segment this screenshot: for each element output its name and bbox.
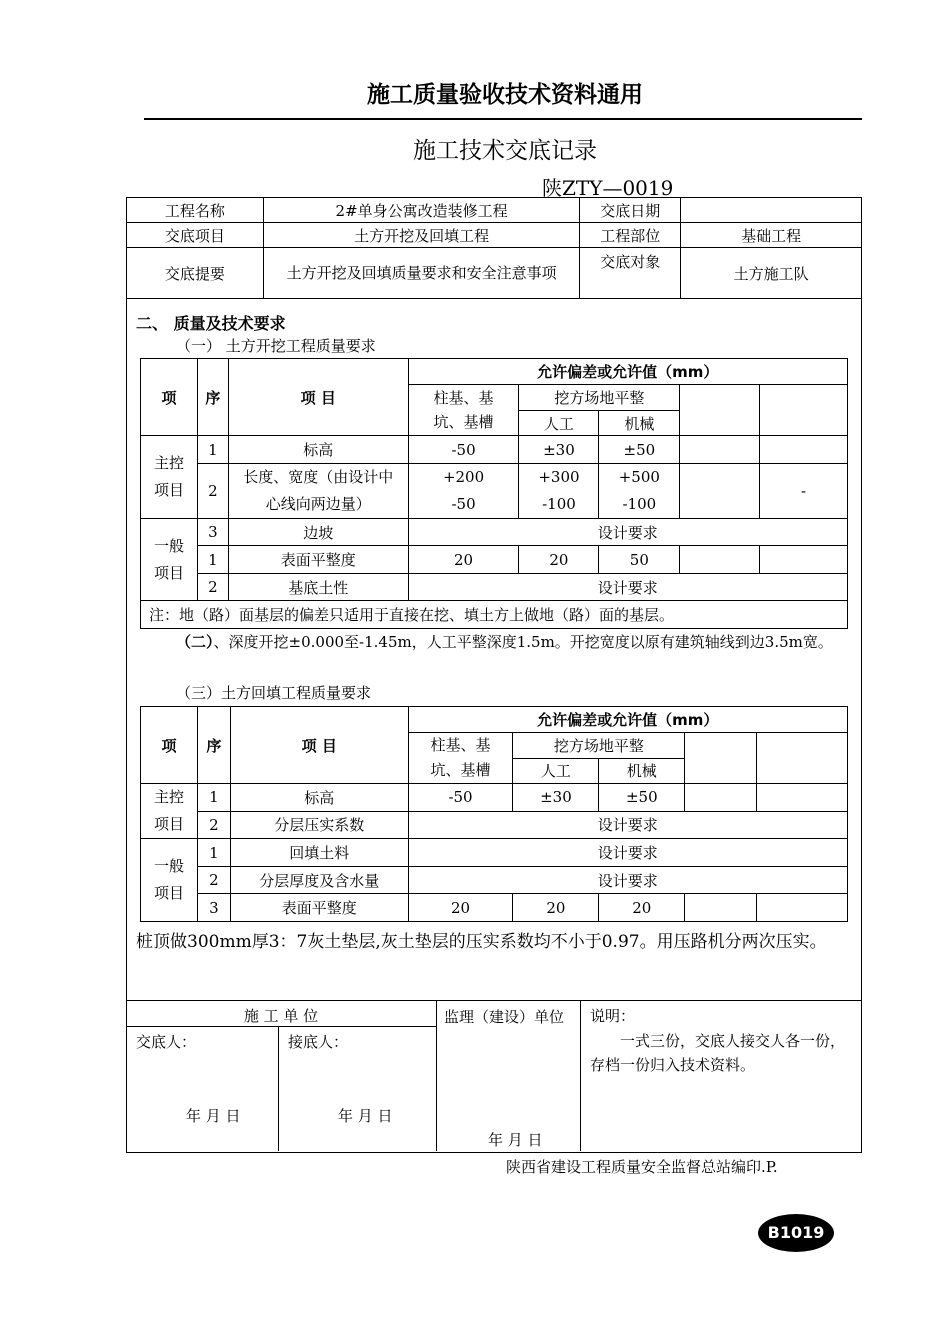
row-name: 表面平整度 [228, 546, 408, 574]
row-machine: +500 -100 [599, 464, 680, 519]
group-main: 主控项目 [141, 436, 198, 519]
page-badge: B1019 [758, 1214, 834, 1252]
handover-date: 年 月 日 [186, 1107, 241, 1125]
section-2-title: 二、 质量及技术要求 [136, 314, 286, 333]
row-seq: 3 [197, 894, 230, 922]
header-blank [680, 385, 760, 436]
signoff-unit-rule [126, 1026, 436, 1027]
row-span: 设计要求 [408, 811, 847, 839]
row-blank [757, 894, 848, 922]
row-name: 长度、宽度（由设计中心线向两边量） [228, 464, 408, 519]
project-name-label: 工程名称 [127, 198, 264, 223]
excavation-note: 注：地（路）面基层的偏差只适用于直接在挖、填土方上做地（路）面的基层。 [141, 601, 848, 629]
row-span: 设计要求 [408, 574, 847, 601]
excavation-table [140, 358, 848, 629]
row-span: 设计要求 [408, 839, 847, 867]
row-machine: ±50 [599, 436, 680, 464]
document-title: 施工技术交底记录 [413, 138, 597, 164]
summary-value: 土方开挖及回填质量要求和安全注意事项 [263, 248, 580, 299]
row-blank [685, 784, 757, 812]
part-label: 工程部位 [580, 223, 681, 248]
info-table [126, 197, 862, 299]
row-name: 分层厚度及含水量 [230, 867, 408, 894]
supervisor-label: 监理（建设）单位 [444, 1008, 565, 1026]
row-seq: 2 [197, 867, 230, 894]
row-pit: -50 [408, 436, 519, 464]
header-machine: 机械 [599, 758, 685, 784]
header-pit: 柱基、基坑、基槽 [408, 733, 513, 784]
handover-person-label: 交底人： [136, 1033, 197, 1051]
header-tolerance: 允许偏差或允许值（mm） [408, 707, 847, 733]
item-value: 土方开挖及回填工程 [263, 223, 580, 248]
notes-label: 说明： [590, 1007, 636, 1025]
row-seq: 1 [197, 839, 230, 867]
target-label: 交底对象 [580, 248, 681, 299]
group-general: 一般项目 [141, 519, 198, 601]
pile-paragraph: 桩顶做300mm厚3：7灰土垫层,灰土垫层的压实系数均不小于0.97。用压路机分两次压实。 [136, 932, 827, 952]
row-machine: ±50 [599, 784, 685, 812]
header-site: 挖方场地平整 [519, 385, 680, 411]
excavation-subtitle: （一） 土方开挖工程质量要求 [176, 337, 376, 355]
row-span: 设计要求 [408, 519, 847, 546]
target-value: 土方施工队 [681, 248, 862, 299]
row-seq: 3 [197, 519, 228, 546]
row-seq: 2 [197, 811, 230, 839]
item-label: 交底项目 [127, 223, 264, 248]
row-extra: - [760, 464, 848, 519]
backfill-subtitle: （三）土方回填工程质量要求 [176, 684, 372, 702]
row-blank [757, 784, 848, 812]
row-pit: +200 -50 [408, 464, 519, 519]
row-name: 表面平整度 [230, 894, 408, 922]
header-pit: 柱基、基坑、基槽 [408, 385, 519, 436]
header-blank [757, 733, 848, 784]
header-rule [144, 118, 862, 120]
receiver-date: 年 月 日 [338, 1107, 393, 1125]
row-name: 回填土料 [230, 839, 408, 867]
signoff-top-rule [126, 1000, 862, 1001]
row-blank [760, 546, 848, 574]
row-machine: 50 [599, 546, 680, 574]
row-blank [680, 436, 760, 464]
row-manual: +300 -100 [519, 464, 599, 519]
row-seq: 1 [197, 436, 228, 464]
header-manual: 人工 [519, 411, 599, 436]
backfill-table [140, 706, 848, 922]
row-name: 分层压实系数 [230, 811, 408, 839]
header-tolerance: 允许偏差或允许值（mm） [408, 359, 847, 385]
row-manual: ±30 [519, 436, 599, 464]
row-pit: 20 [408, 546, 519, 574]
document-code: 陕ZTY—0019 [542, 176, 674, 200]
header-title: 施工质量验收技术资料通用 [367, 82, 643, 108]
row-name: 标高 [230, 784, 408, 812]
depth-text: 、深度开挖±0.000至-1.45m，人工平整深度1.5m。开挖宽度以原有建筑轴线到边3.5m宽。 [213, 633, 833, 651]
notes-text: 一式三份，交底人接交人各一份，存档一份归入技术资料。 [590, 1032, 846, 1074]
date-label: 交底日期 [580, 198, 681, 223]
row-seq: 1 [197, 784, 230, 812]
row-seq: 2 [197, 574, 228, 601]
row-manual: 20 [519, 546, 599, 574]
row-pit: -50 [408, 784, 513, 812]
header-seq: 序 [197, 707, 230, 784]
row-blank [680, 546, 760, 574]
construction-unit-label: 施 工 单 位 [243, 1007, 319, 1025]
header-blank [760, 385, 848, 436]
publisher: 陕西省建设工程质量安全监督总站编印.P. [506, 1158, 778, 1176]
row-seq: 1 [197, 546, 228, 574]
header-machine: 机械 [599, 411, 680, 436]
header-main: 项 [141, 707, 198, 784]
row-name: 标高 [228, 436, 408, 464]
row-blank [760, 436, 848, 464]
row-name: 边坡 [228, 519, 408, 546]
row-blank [685, 894, 757, 922]
row-machine: 20 [599, 894, 685, 922]
row-blank [680, 464, 760, 519]
depth-label: （二） [176, 633, 214, 651]
row-name: 基底土性 [228, 574, 408, 601]
header-manual: 人工 [513, 758, 599, 784]
header-main: 项 [141, 359, 198, 436]
group-main: 主控项目 [141, 784, 198, 839]
header-blank [685, 733, 757, 784]
row-span: 设计要求 [408, 867, 847, 894]
signoff-divider [436, 1000, 437, 1151]
row-manual: ±30 [513, 784, 599, 812]
part-value: 基础工程 [681, 223, 862, 248]
signoff-divider [580, 1000, 581, 1151]
header-site: 挖方场地平整 [513, 733, 685, 759]
row-manual: 20 [513, 894, 599, 922]
receiver-person-label: 接底人： [288, 1033, 349, 1051]
date-value [681, 198, 862, 223]
header-seq: 序 [197, 359, 228, 436]
depth-paragraph [136, 629, 854, 655]
group-general: 一般项目 [141, 839, 198, 922]
project-name: 2#单身公寓改造装修工程 [263, 198, 580, 223]
supervisor-date: 年 月 日 [488, 1131, 543, 1149]
header-item: 项 目 [228, 359, 408, 436]
header-item: 项 目 [230, 707, 408, 784]
signoff-divider [278, 1026, 279, 1151]
summary-label: 交底提要 [127, 248, 264, 299]
row-seq: 2 [197, 464, 228, 519]
row-pit: 20 [408, 894, 513, 922]
